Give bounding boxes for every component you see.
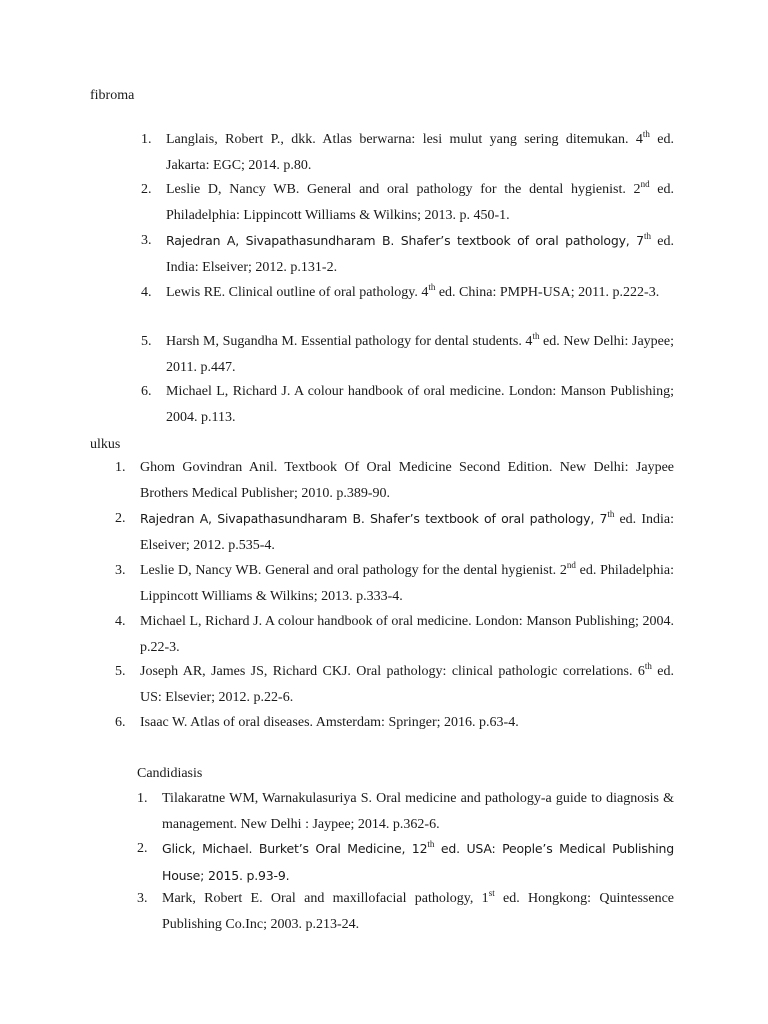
section-heading-fibroma: fibroma	[90, 88, 135, 103]
reference-item: 1. Langlais, Robert P., dkk. Atlas berwarna: lesi mulut yang sering ditemukan. 4th ed. Jakarta: EGC; 2014. p.80.	[141, 129, 674, 173]
reference-item: 3. Leslie D, Nancy WB. General and oral pathology for the dental hygienist. 2nd ed. Philadelphia: Lippincott Williams & Wilkins; 2013. p.333-4.	[115, 560, 674, 604]
reference-item: 6. Isaac W. Atlas of oral diseases. Amsterdam: Springer; 2016. p.63-4.	[115, 715, 519, 730]
reference-item: 4. Lewis RE. Clinical outline of oral pathology. 4th ed. China: PMPH-USA; 2011. p.222-3.	[141, 282, 660, 300]
reference-item: 4. Michael L, Richard J. A colour handbook of oral medicine. London: Manson Publishing; 2004. p.22-3.	[115, 614, 674, 655]
reference-item: 3. Rajedran A, Sivapathasundharam B. Shafer’s textbook of oral pathology, 7th ed. India: Elseiver; 2012. p.131-2.	[141, 231, 674, 275]
reference-item: 5. Joseph AR, James JS, Richard CKJ. Oral pathology: clinical pathologic correlations. 6th ed. US: Elsevier; 2012. p.22-6.	[115, 661, 674, 705]
reference-item: 6. Michael L, Richard J. A colour handbook of oral medicine. London: Manson Publishing; 2004. p.113.	[141, 384, 674, 425]
reference-item: 2. Rajedran A, Sivapathasundharam B. Shafer’s textbook of oral pathology, 7th ed. India: Elseiver; 2012. p.535-4.	[115, 509, 674, 553]
reference-item: 3. Mark, Robert E. Oral and maxillofacial pathology, 1st ed. Hongkong: Quintessence Publishing Co.Inc; 2003. p.213-24.	[137, 888, 674, 932]
section-heading-candidiasis: Candidiasis	[137, 766, 203, 781]
reference-item: 5. Harsh M, Sugandha M. Essential pathology for dental students. 4th ed. New Delhi: Jaypee; 2011. p.447.	[141, 331, 674, 375]
reference-item: 2. Leslie D, Nancy WB. General and oral pathology for the dental hygienist. 2nd ed. Philadelphia: Lippincott Williams & Wilkins; 2013. p. 450-1.	[141, 179, 674, 223]
reference-item: 1. Tilakaratne WM, Warnakulasuriya S. Oral medicine and pathology-a guide to diagnosis & management. New Delhi : Jaypee; 2014. p.362-6.	[137, 791, 674, 832]
reference-item: 1. Ghom Govindran Anil. Textbook Of Oral Medicine Second Edition. New Delhi: Jaypee Brothers Medical Publisher; 2010. p.389-90.	[115, 460, 674, 501]
reference-item: 2. Glick, Michael. Burket’s Oral Medicine, 12th ed. USA: People’s Medical Publishing House; 2015. p.93-9.	[137, 839, 675, 883]
section-heading-ulkus: ulkus	[90, 437, 121, 452]
